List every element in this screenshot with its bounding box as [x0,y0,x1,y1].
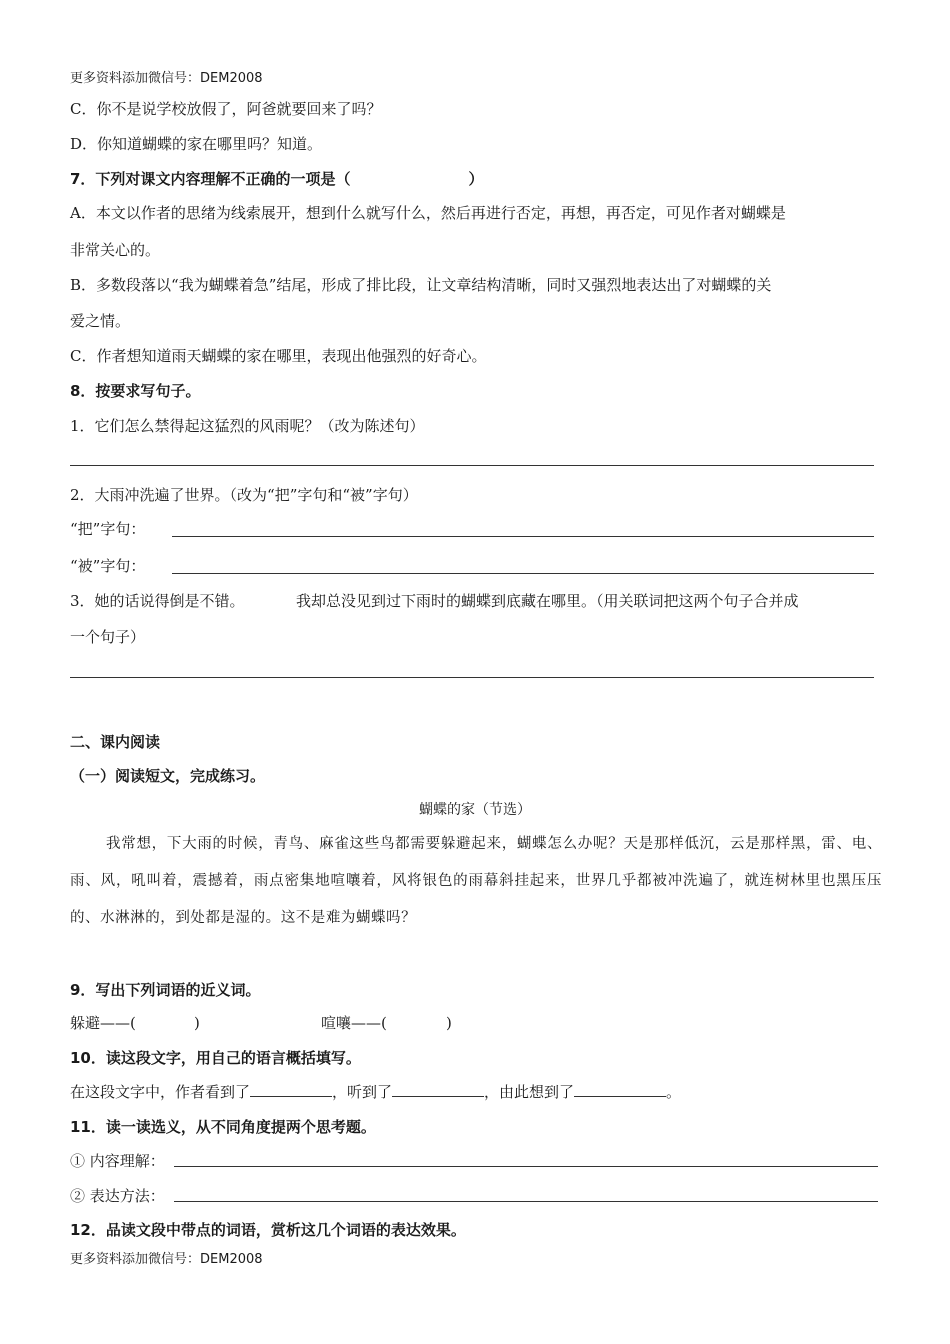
q6-option-d: D．你知道蝴蝶的家在哪里吗？知道。 [70,135,323,153]
q9-word2: 喧嚷——( [321,1014,387,1032]
q9-stem: 9．写出下列词语的近义词。 [70,981,261,999]
q7-option-c: C．作者想知道雨天蝴蝶的家在哪里，表现出他强烈的好奇心。 [70,347,487,365]
passage-text: 我常想，下大雨的时候，青鸟、麻雀这些鸟都需要躲避起来，蝴蝶怎么办呢？天是那样低沉，云是那样黑，雷、电、雨、风，吼叫着，震撼着，雨点密集地喧嚷着，风将银色的雨幕斜挂起来，世界几乎都被冲洗遍了，就连树林里也黑压压的、水淋淋的，到处都是湿的。这不是难为蝴蝶吗？ [70,836,882,926]
q11-answer-line2[interactable] [174,1201,878,1202]
q7-option-b-line1: B．多数段落以“我为蝴蝶着急”结尾，形成了排比段，让文章结构清晰，同时又强烈地表达出了对蝴蝶的关 [70,276,772,294]
q8-ba-answer-line[interactable] [172,536,874,537]
q8-item3-part1: 3．她的话说得倒是不错。 [70,592,245,610]
q11-stem: 11．读一读选义，从不同角度提两个思考题。 [70,1118,376,1136]
q8-item1-answer-line[interactable] [70,465,874,466]
q7-option-a-line1: A．本文以作者的思绪为线索展开，想到什么就写什么，然后再进行否定，再想，再否定，可见作者对蝴蝶是 [70,204,786,222]
q8-item2: 2．大雨冲洗遍了世界。（改为“把”字句和“被”字句） [70,486,418,504]
q8-item3-part2: 我却总没见到过下雨时的蝴蝶到底藏在哪里。（用关联词把这两个句子合并成 [296,592,799,610]
q8-item3-answer-line[interactable] [70,677,874,678]
q8-stem: 8．按要求写句子。 [70,382,201,400]
q8-ba-label: “把”字句： [70,520,146,538]
q7-stem [70,169,483,189]
q7-option-a-line2: 非常关心的。 [70,241,161,259]
q8-item1: 1．它们怎么禁得起这猛烈的风雨呢？（改为陈述句） [70,417,425,435]
passage-title: 蝴蝶的家（节选） [419,802,531,818]
q7-option-b-line2: 爱之情。 [70,312,131,330]
q10-part1: 在这段文字中，作者看到了 [70,1083,251,1101]
q11-answer-line1[interactable] [174,1166,878,1167]
q10-part3: ，由此想到了 [484,1083,575,1101]
q10-part4: 。 [666,1083,682,1101]
q7-stem-start: 7．下列对课文内容理解不正确的一项是（ [70,170,351,188]
q10-stem: 10．读这段文字，用自己的语言概括填写。 [70,1049,361,1067]
q12-stem: 12．品读文段中带点的词语，赏析这几个词语的表达效果。 [70,1221,466,1239]
q10-blank-saw[interactable] [250,1082,332,1097]
section2-subheading: （一）阅读短文，完成练习。 [70,767,266,785]
q7-stem-end: ） [468,170,484,188]
page-header: 更多资料添加微信号：DEM2008 [70,71,263,86]
q6-option-c: C．你不是说学校放假了，阿爸就要回来了吗？ [70,100,382,118]
q8-item3-line2: 一个句子） [70,628,146,646]
section2-heading: 二、课内阅读 [70,733,161,751]
page-footer: 更多资料添加微信号：DEM2008 [70,1252,263,1267]
q8-bei-answer-line[interactable] [172,573,874,574]
q11-label2: ② 表达方法： [70,1187,165,1205]
q9-word1-close: ) [194,1014,200,1032]
q8-bei-label: “被”字句： [70,557,146,575]
q9-word2-close: ) [446,1014,452,1032]
q10-blank-heard[interactable] [392,1082,484,1097]
q10-fill-line [70,1082,681,1102]
q10-blank-thought[interactable] [574,1082,666,1097]
q11-label1: ① 内容理解： [70,1152,165,1170]
q9-word1: 躲避——( [70,1014,136,1032]
q10-part2: ，听到了 [332,1083,393,1101]
